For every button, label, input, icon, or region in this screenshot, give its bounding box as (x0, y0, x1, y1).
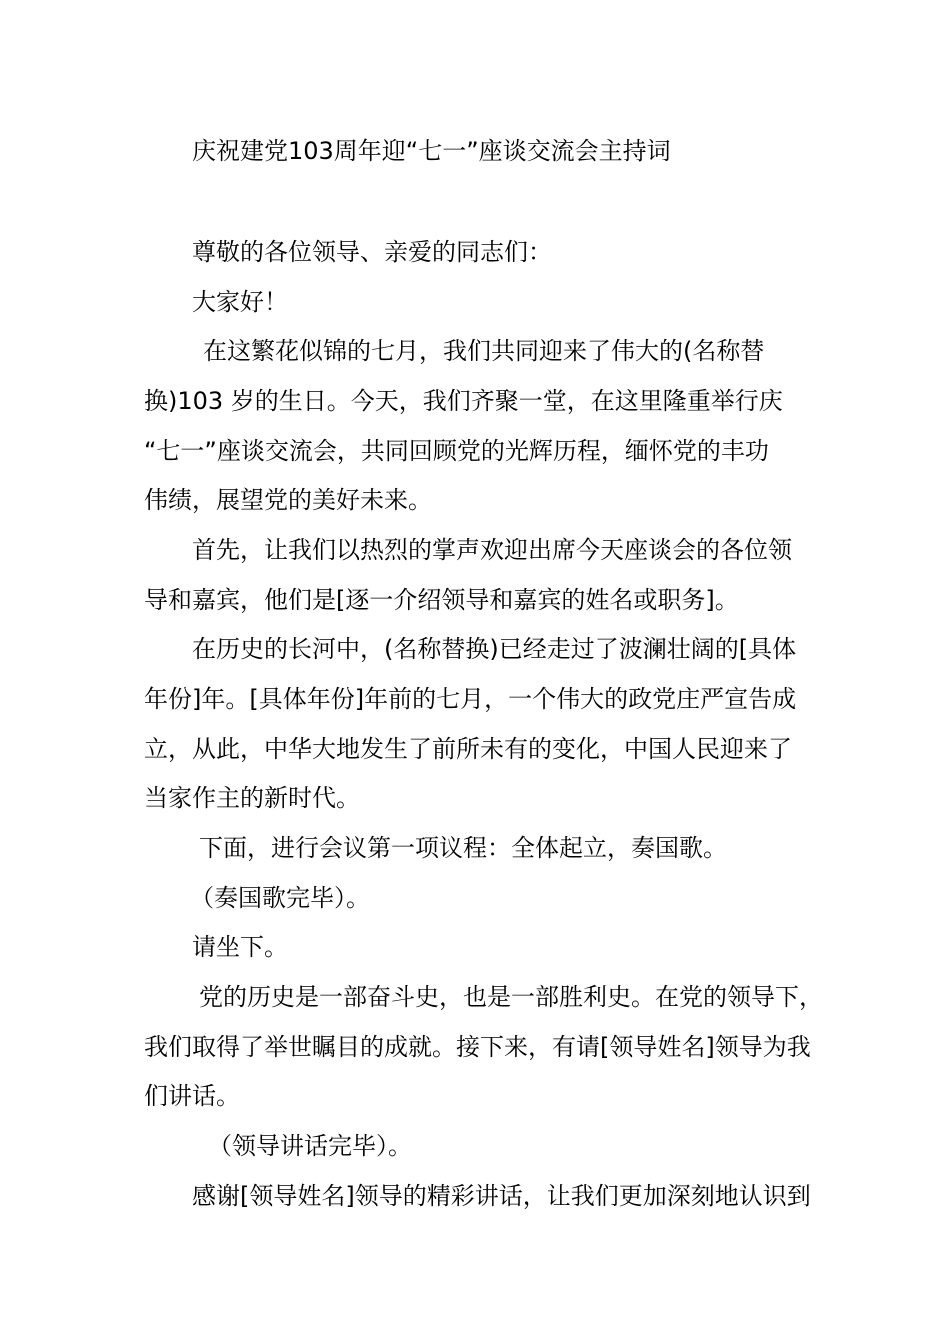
paragraph-line: 大家好！ (192, 288, 288, 316)
paragraph-line: 下面，进行会议第一项议程：全体起立，奏国歌。 (199, 834, 727, 862)
paragraph-line: 我们取得了举世瞩目的成就。接下来，有请[领导姓名]领导为我 (144, 1033, 811, 1061)
document-title: 庆祝建党103周年迎“七一”座谈交流会主持词 (192, 137, 671, 165)
paragraph-line: 首先，让我们以热烈的掌声欢迎出席今天座谈会的各位领 (192, 536, 792, 564)
paragraph-line: （领导讲话完毕）。 (208, 1132, 412, 1160)
paragraph-line: 尊敬的各位领导、亲爱的同志们： (192, 238, 552, 266)
paragraph-line: “七一”座谈交流会，共同回顾党的光辉历程，缅怀党的丰功 (144, 437, 769, 465)
paragraph-line: 导和嘉宾，他们是[逐一介绍领导和嘉宾的姓名或职务]。 (144, 586, 739, 614)
paragraph-line: 当家作主的新时代。 (144, 784, 360, 812)
paragraph-line: 年份]年。[具体年份]年前的七月，一个伟大的政党庄严宣告成 (144, 685, 797, 713)
paragraph-line: 们讲话。 (144, 1082, 240, 1110)
paragraph-line: 党的历史是一部奋斗史，也是一部胜利史。在党的领导下， (199, 983, 823, 1011)
paragraph-line: 换)103 岁的生日。今天，我们齐聚一堂，在这里隆重举行庆 (144, 387, 783, 415)
paragraph-line: 在历史的长河中，(名称替换)已经走过了波澜壮阔的[具体 (192, 635, 797, 663)
paragraph-line: 请坐下。 (192, 933, 288, 961)
paragraph-line: 感谢[领导姓名]领导的精彩讲话，让我们更加深刻地认识到 (192, 1182, 811, 1210)
paragraph-line: 在这繁花似锦的七月，我们共同迎来了伟大的(名称替 (203, 337, 765, 365)
paragraph-line: （奏国歌完毕）。 (190, 884, 370, 912)
paragraph-line: 伟绩，展望党的美好未来。 (144, 486, 432, 514)
paragraph-line: 立，从此，中华大地发生了前所未有的变化，中国人民迎来了 (144, 735, 792, 763)
